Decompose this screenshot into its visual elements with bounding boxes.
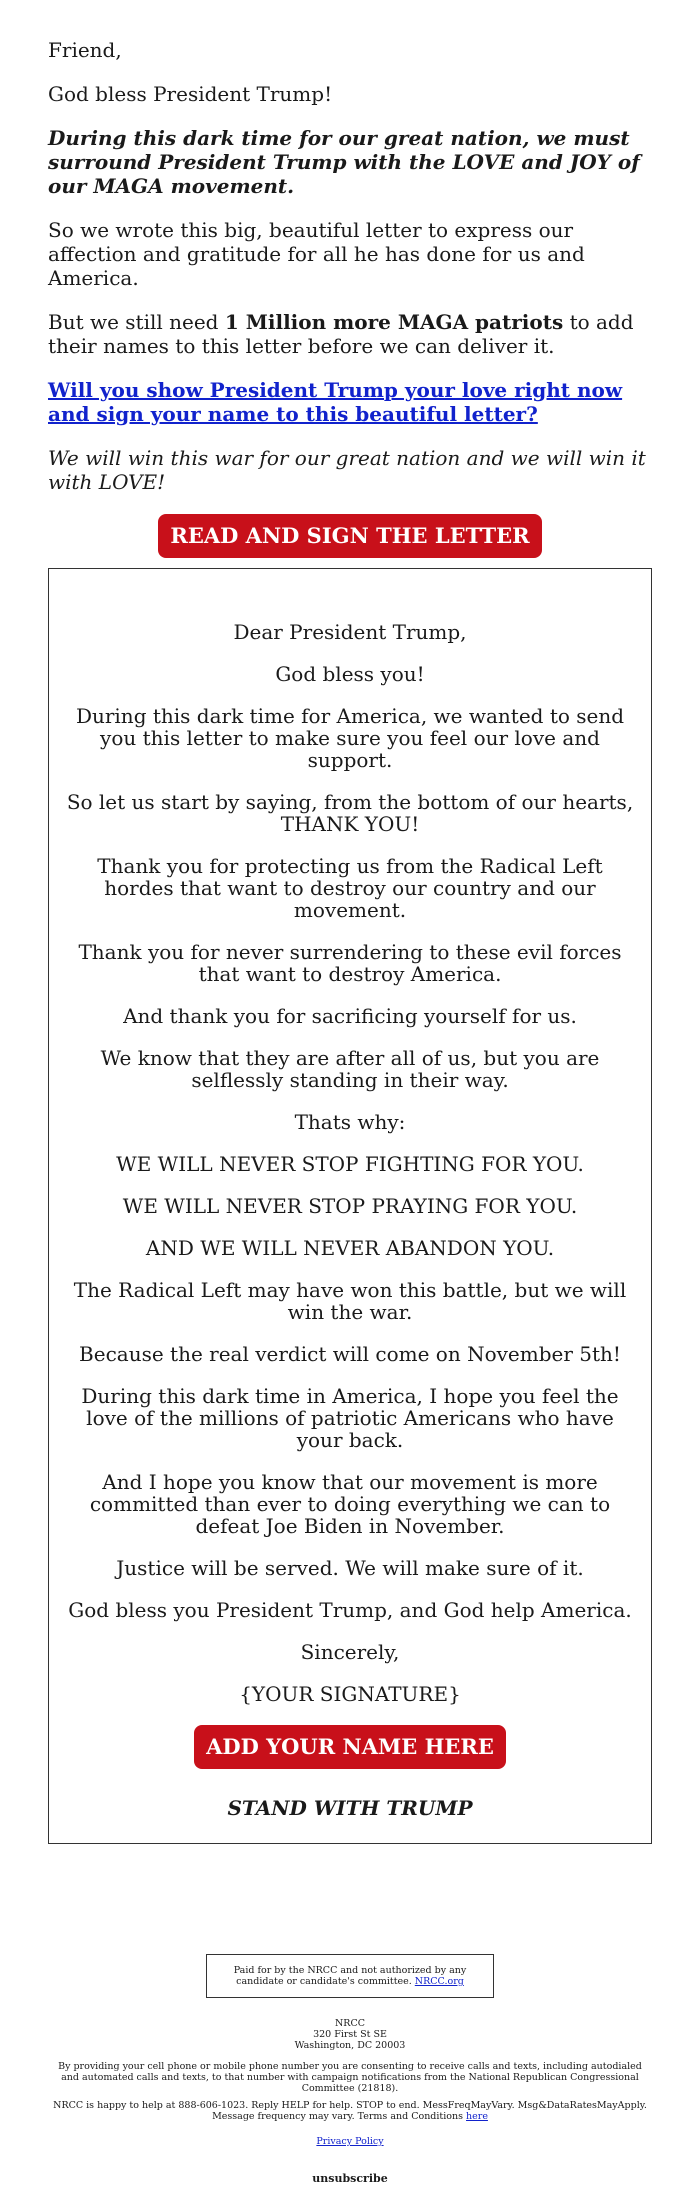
letter-line: Thank you for protecting us from the Radical Left hordes that want to destroy our country and our movement. [97, 854, 603, 922]
cta-paragraph [48, 378, 652, 426]
street: 320 First St SE [313, 2029, 387, 2040]
need-paragraph [48, 310, 652, 358]
letter-box [48, 568, 652, 1844]
letter-line: We know that they are after all of us, but you are selflessly standing in their way. [100, 1046, 600, 1092]
letter-line: WE WILL NEVER STOP PRAYING FOR YOU. [122, 1194, 578, 1218]
letter-line: Sincerely, [300, 1640, 400, 1664]
letter-line: Thank you for never surrendering to these evil forces that want to destroy America. [78, 940, 622, 986]
letter-line: {YOUR SIGNATURE} [239, 1682, 461, 1706]
need-bold: 1 Million more MAGA patriots [224, 310, 564, 334]
add-your-name-button[interactable]: ADD YOUR NAME HERE [194, 1725, 506, 1769]
letter-line: The Radical Left may have won this battle, but we will win the war. [73, 1278, 627, 1324]
help-paragraph [50, 2100, 650, 2122]
letter-line: During this dark time for America, we wanted to send you this letter to make sure you feel our love and support. [75, 704, 625, 772]
letter-line: Justice will be served. We will make sure of it. [116, 1556, 584, 1580]
email-body [48, 0, 652, 2184]
letter-line: AND WE WILL NEVER ABANDON YOU. [145, 1236, 555, 1260]
paid-for-box [206, 1954, 494, 1998]
letter-line: Dear President Trump, [233, 620, 467, 644]
privacy-policy-link[interactable]: Privacy Policy [316, 2136, 384, 2147]
letter-line: God bless you President Trump, and God help America. [68, 1598, 632, 1622]
letter-line: Because the real verdict will come on November 5th! [79, 1342, 621, 1366]
need-pre: But we still need [48, 310, 225, 334]
greeting: Friend, [48, 38, 122, 62]
letter-line: WE WILL NEVER STOP FIGHTING FOR YOU. [116, 1152, 584, 1176]
letter-lines [63, 621, 637, 1705]
letter-line: During this dark time in America, I hope you feel the love of the millions of patriotic Americans who have your back. [81, 1384, 619, 1452]
read-button-row [48, 514, 652, 558]
need-post: to add their names to this letter before we can deliver it. [48, 310, 634, 358]
win-paragraph: We will win this war for our great nation and we will win it with LOVE! [48, 446, 646, 494]
letter-description: So we wrote this big, beautiful letter to express our affection and gratitude for all he has done for us and America. [48, 218, 585, 290]
consent-text: By providing your cell phone or mobile phone number you are consenting to receive calls and texts, including autodialed and automated calls and texts, to that number with campaign notifications from the National Republican Congressional Committee (21818). [58, 2061, 642, 2094]
city: Washington, DC 20003 [294, 2040, 406, 2051]
org-name: NRCC [334, 2018, 365, 2029]
unsubscribe-link[interactable]: unsubscribe [312, 2172, 388, 2185]
sign-letter-link[interactable]: Will you show President Trump your love right now and sign your name to this beautiful letter? [48, 378, 623, 426]
paid-text: Paid for by the NRCC and not authorized by any candidate or candidate's committee. [233, 1965, 467, 1987]
letter-line: God bless you! [275, 662, 425, 686]
footer [48, 1954, 652, 2184]
terms-link[interactable]: here [466, 2111, 488, 2122]
letter-line: So let us start by saying, from the bottom of our hearts, THANK YOU! [66, 790, 634, 836]
read-and-sign-button[interactable]: READ AND SIGN THE LETTER [158, 514, 541, 558]
bless-line: God bless President Trump! [48, 82, 333, 106]
nrcc-link[interactable]: NRCC.org [414, 1976, 464, 1987]
intro-section [48, 38, 652, 494]
privacy-row [48, 2136, 652, 2147]
help-text: NRCC is happy to help at 888-606-1023. Reply HELP for help. STOP to end. MessFreqMayVary. Msg&DataRatesMayApply. Message frequency may vary. Terms and Conditions [53, 2100, 647, 2122]
stand-with-trump: STAND WITH TRUMP [227, 1796, 473, 1820]
letter-line: And I hope you know that our movement is more committed than ever to doing everything we can to defeat Joe Biden in November. [89, 1470, 611, 1538]
add-name-row [63, 1725, 637, 1769]
dark-time-paragraph: During this dark time for our great nation, we must surround President Trump with the LOVE and JOY of our MAGA movement. [48, 126, 640, 198]
letter-line: Thats why: [294, 1110, 406, 1134]
letter-line: And thank you for sacrificing yourself for us. [123, 1004, 577, 1028]
address [48, 2018, 652, 2051]
